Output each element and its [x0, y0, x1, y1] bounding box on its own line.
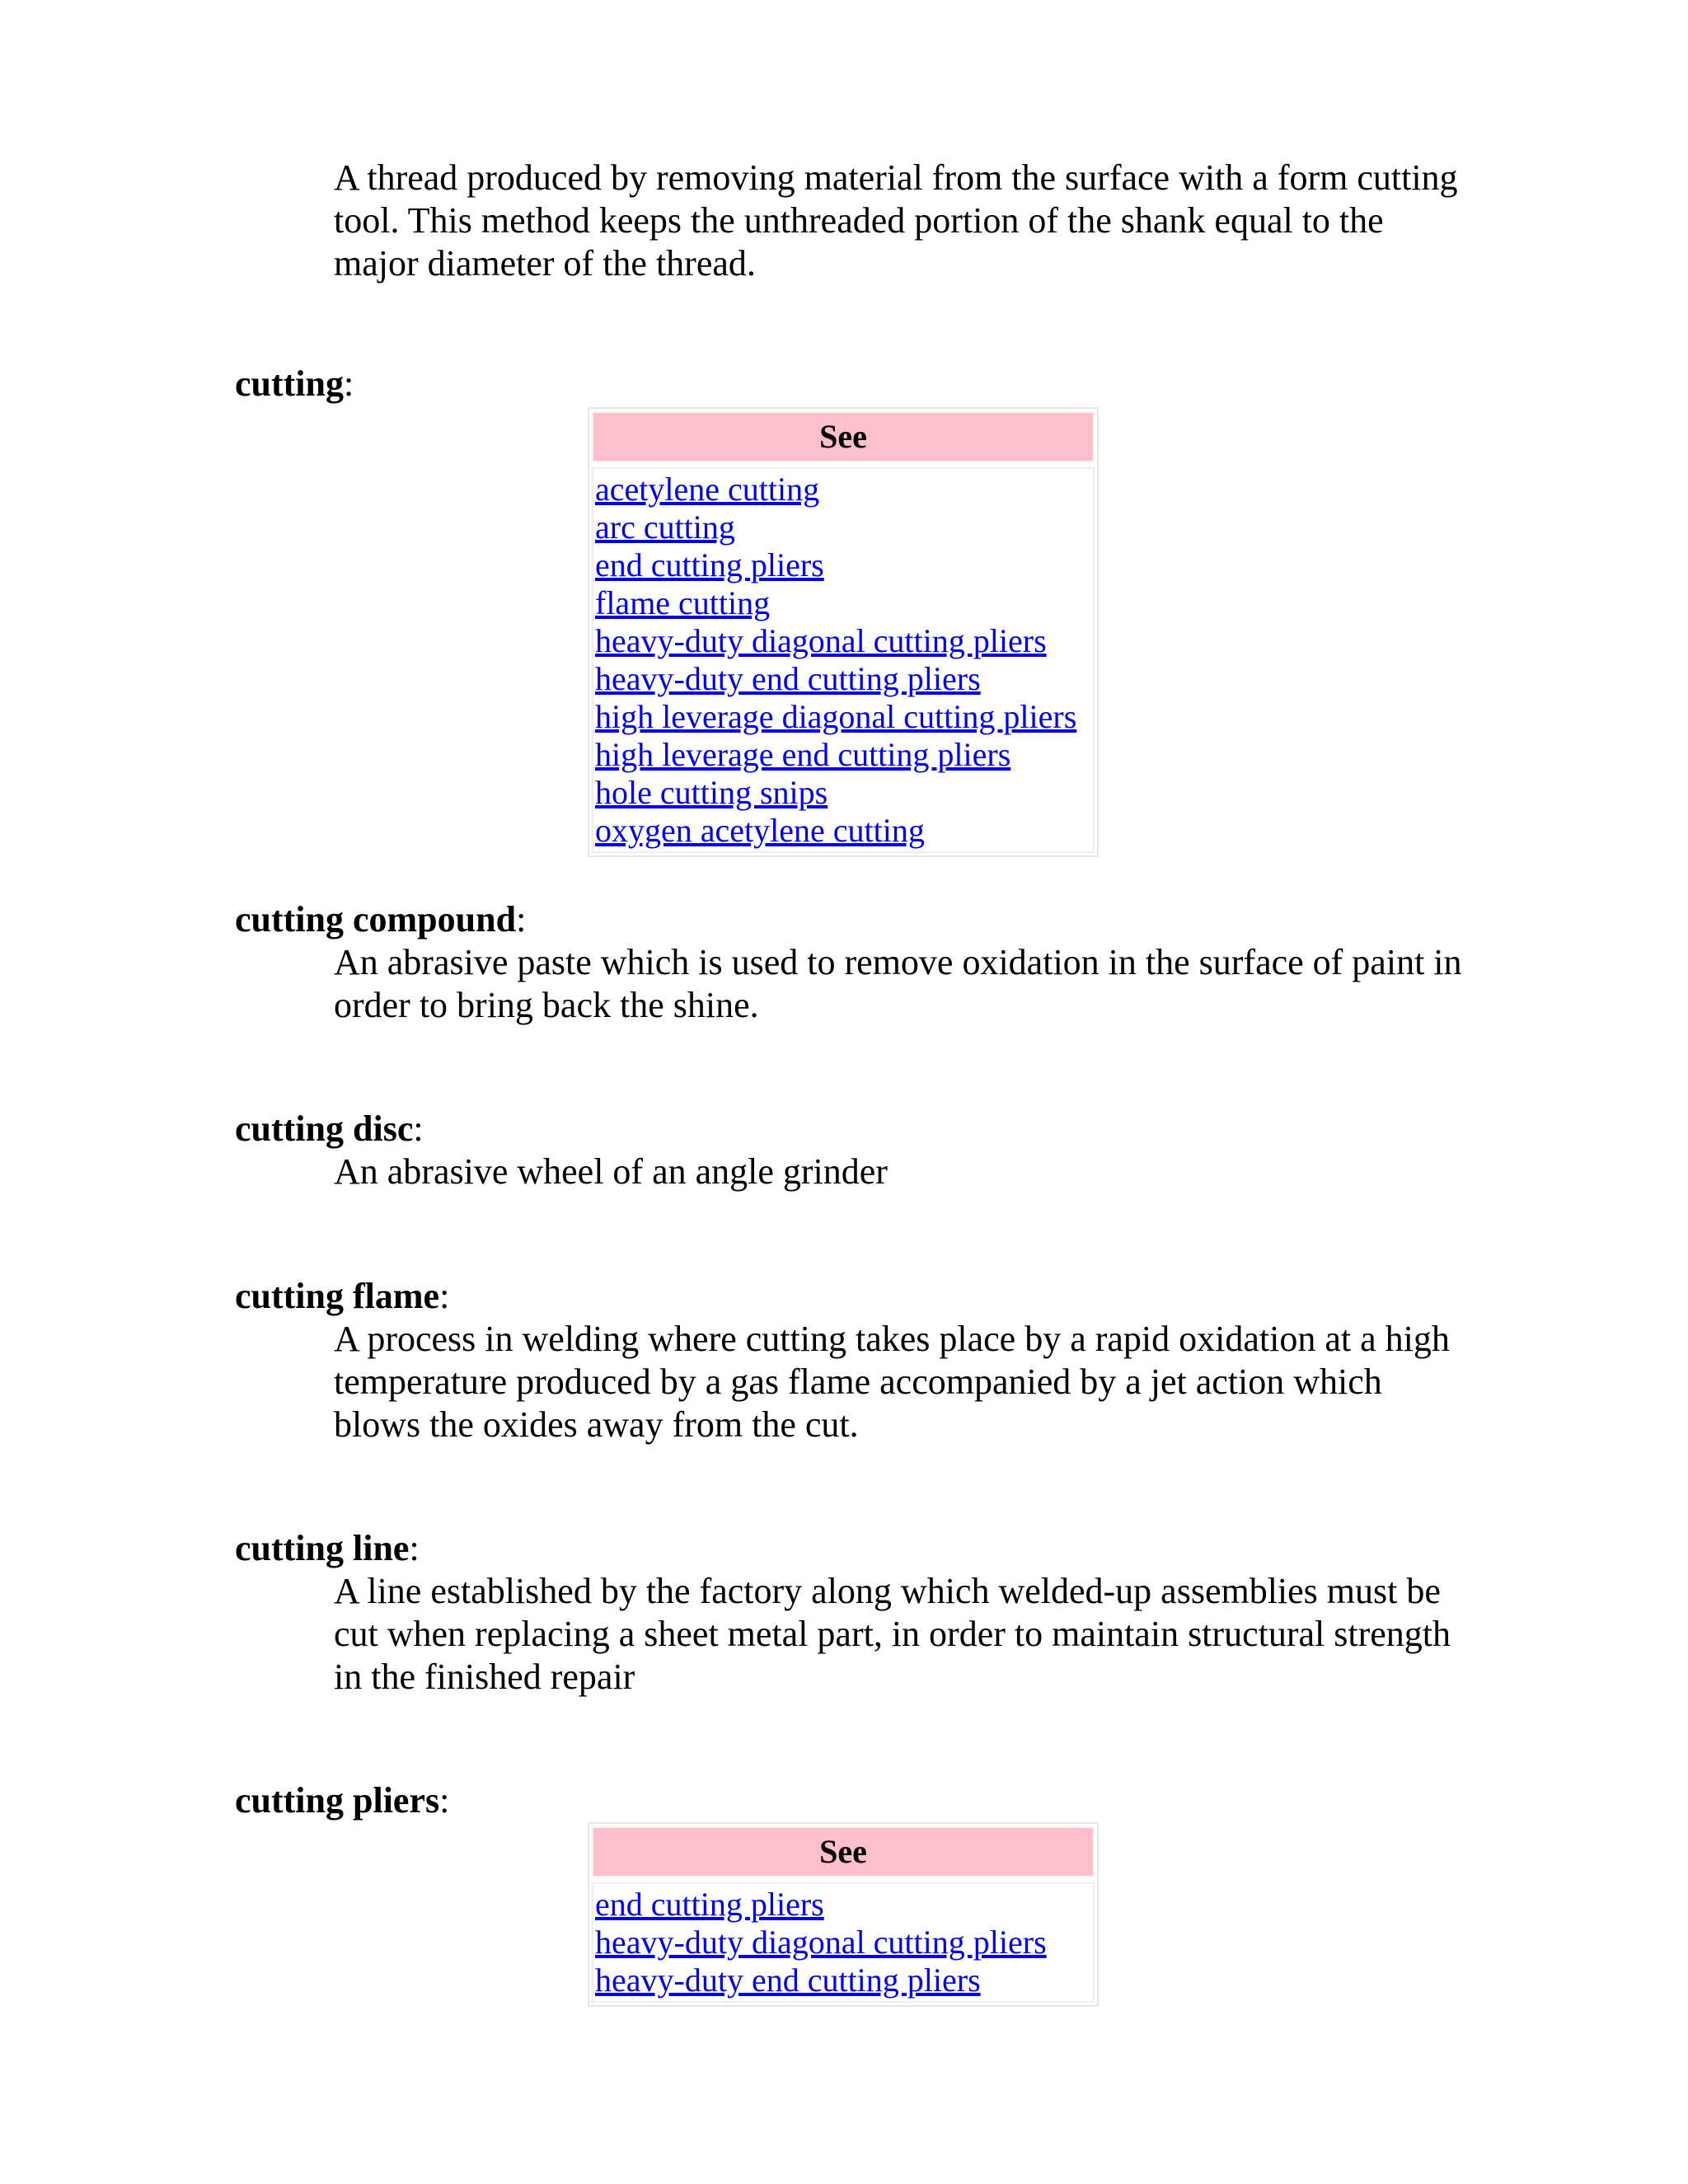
see-link[interactable]: hole cutting snips [595, 774, 828, 811]
see-link[interactable]: acetylene cutting [595, 471, 820, 508]
see-also-box-cutting [588, 407, 1099, 857]
term-label: cutting line [235, 1528, 410, 1568]
term-cutting-line: cutting line: [235, 1528, 420, 1568]
see-link[interactable]: end cutting pliers [595, 1886, 824, 1923]
see-list [592, 1882, 1095, 2003]
see-link[interactable]: high leverage end cutting pliers [595, 736, 1011, 773]
term-label: cutting flame [235, 1276, 440, 1316]
term-cutting-disc: cutting disc: [235, 1108, 424, 1149]
definition-text: An abrasive wheel of an angle grinder [334, 1151, 888, 1192]
see-link[interactable]: end cutting pliers [595, 546, 824, 583]
definition-text: An abrasive paste which is used to remove oxidation in the surface of paint in order to bring back the shine. [334, 942, 1462, 1025]
term-label: cutting pliers [235, 1780, 440, 1821]
term-label: cutting compound [235, 899, 517, 940]
term-label: cutting disc [235, 1108, 414, 1149]
definition-text: A line established by the factory along which welded-up assemblies must be cut when replacing a sheet metal part, in order to maintain structural strength in the finished repair [334, 1571, 1451, 1697]
see-link[interactable]: heavy-duty diagonal cutting pliers [595, 622, 1047, 659]
see-link[interactable]: high leverage diagonal cutting pliers [595, 698, 1077, 735]
term-cutting-pliers: cutting pliers: [235, 1780, 450, 1821]
definition-text: A thread produced by removing material from the surface with a form cutting tool. This method keeps the unthreaded portion of the shank equal to the major diameter of the thread. [334, 157, 1458, 284]
see-also-box-cutting-pliers [588, 1822, 1099, 2007]
see-link[interactable]: heavy-duty end cutting pliers [595, 660, 981, 697]
see-link[interactable]: flame cutting [595, 584, 771, 621]
term-cutting-flame: cutting flame: [235, 1276, 450, 1316]
definition-text: A process in welding where cutting takes place by a rapid oxidation at a high temperature produced by a gas flame accompanied by a jet action which blows the oxides away from the cut. [334, 1319, 1450, 1445]
see-list [592, 467, 1095, 853]
see-link[interactable]: heavy-duty diagonal cutting pliers [595, 1924, 1047, 1961]
term-cutting: cutting: [235, 363, 354, 404]
see-link[interactable]: arc cutting [595, 509, 735, 546]
see-header: See [592, 1826, 1095, 1877]
see-link[interactable]: heavy-duty end cutting pliers [595, 1961, 981, 1999]
see-header: See [592, 411, 1095, 462]
see-link[interactable]: oxygen acetylene cutting [595, 812, 925, 849]
term-cutting-compound: cutting compound: [235, 899, 527, 940]
term-label: cutting [235, 363, 344, 404]
